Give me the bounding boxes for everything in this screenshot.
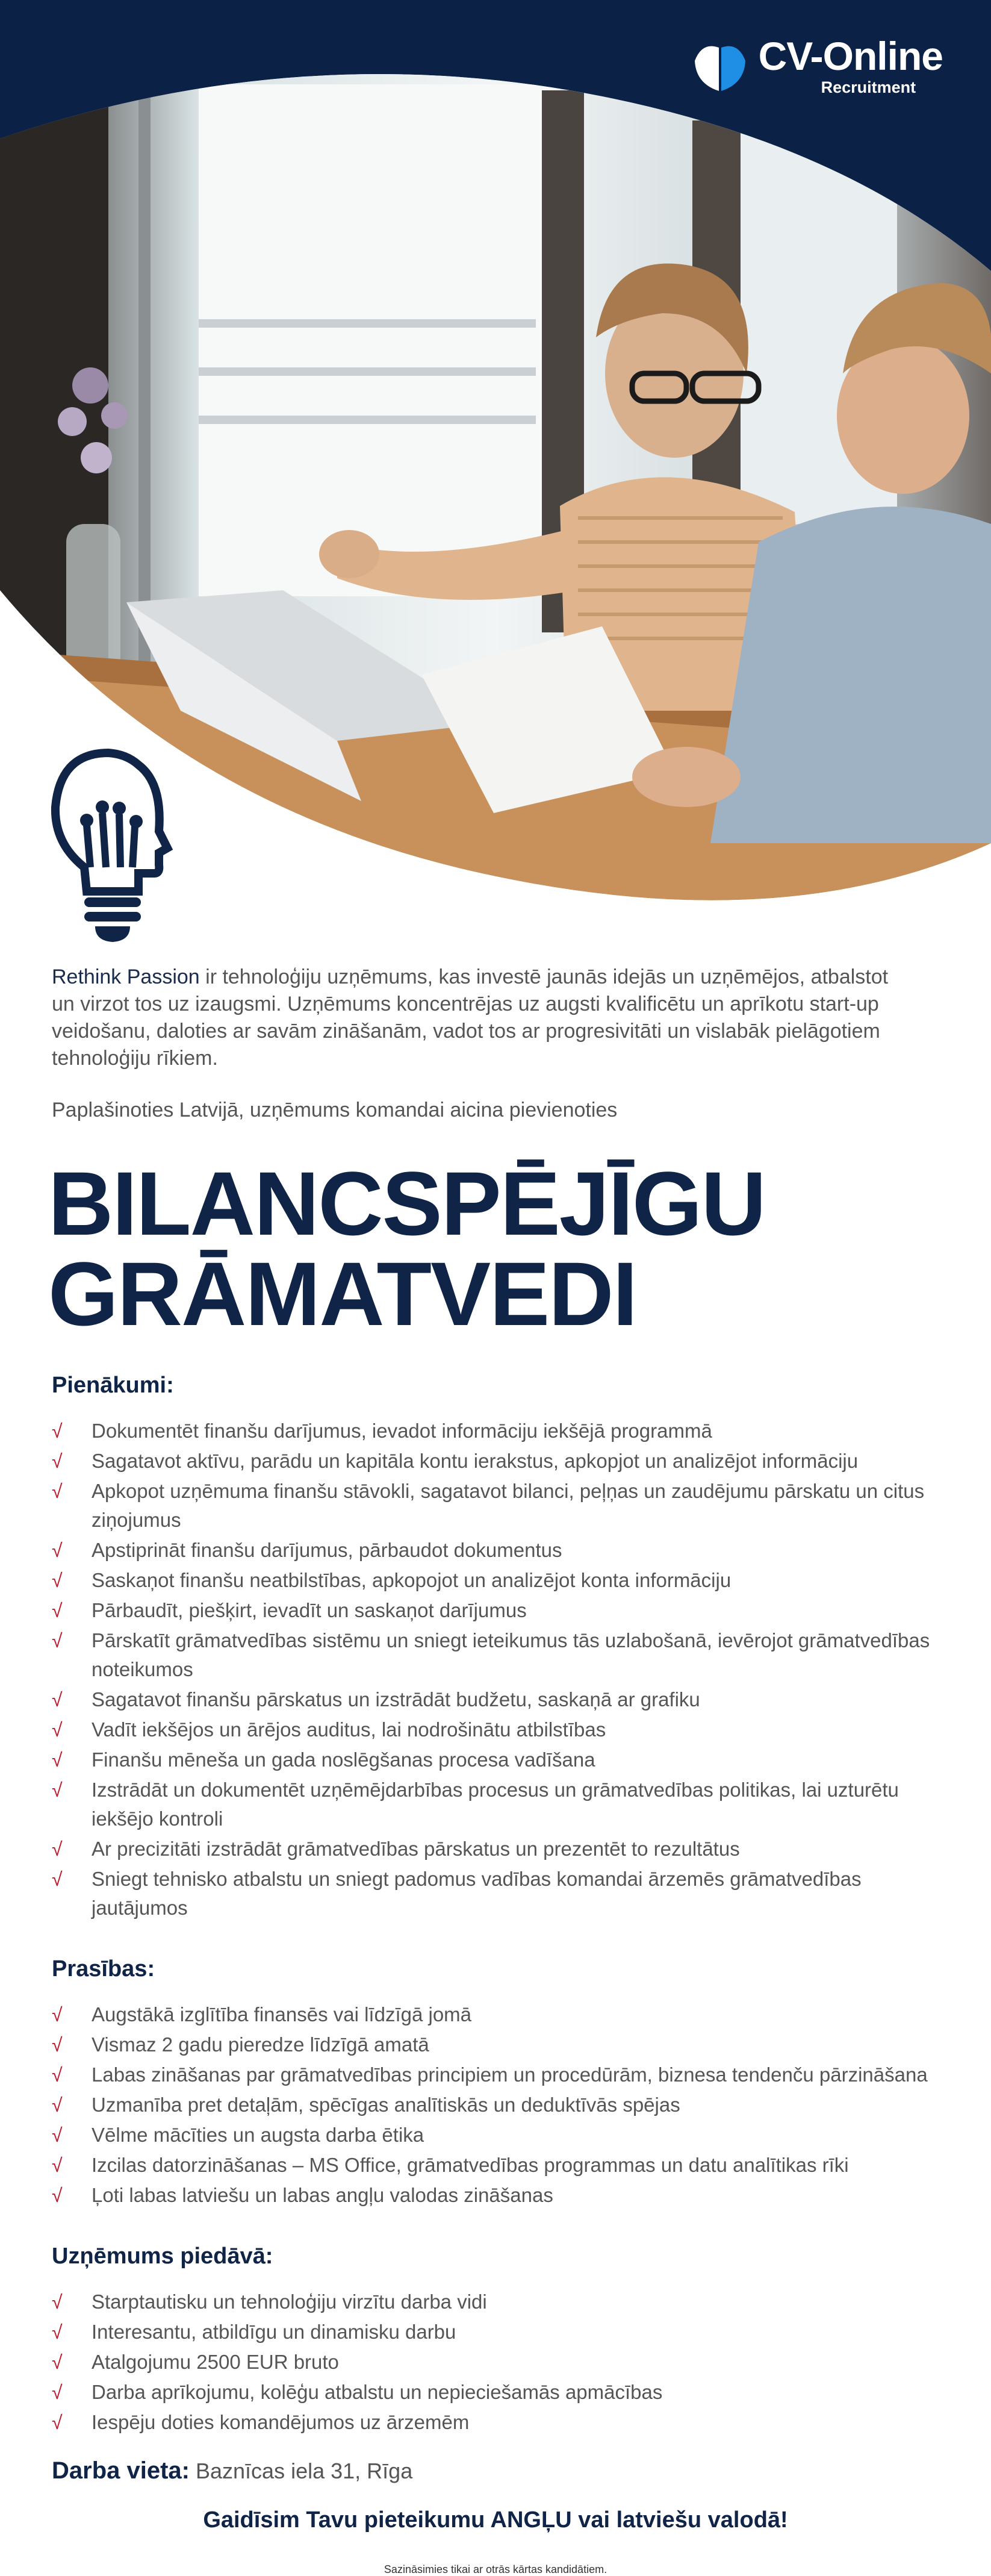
check-icon: √ [52, 1420, 63, 1442]
list-item-text: Labas zināšanas par grāmatvedības principiem un procedūrām, biznesa tendenču pārzināšana [92, 2063, 928, 2086]
offer-title: Uzņēmums piedāvā: [52, 2244, 273, 2269]
list-item-text: Augstākā izglītība finansēs vai līdzīgā jomā [92, 2003, 472, 2026]
list-item-text: Finanšu mēneša un gada noslēgšanas procesa vadīšana [92, 1748, 595, 1771]
list-item [52, 1447, 955, 1476]
check-icon: √ [52, 1749, 63, 1771]
logo-subtitle: Recruitment [821, 78, 916, 96]
check-icon: √ [52, 1480, 63, 1502]
check-icon: √ [52, 1600, 63, 1621]
list-item-text: Ar precizitāti izstrādāt grāmatvedības pārskatus un prezentēt to rezultātus [92, 1838, 740, 1860]
check-icon: √ [52, 2094, 63, 2116]
list-item-text: Pārskatīt grāmatvedības sistēmu un sniegt ieteikumus tās uzlabošanā, ievērojot grāmatvedības noteikumos [92, 1629, 930, 1680]
list-item [52, 2348, 955, 2377]
list-item [52, 1865, 955, 1923]
list-item-text: Dokumentēt finanšu darījumus, ievadot informāciju iekšējā programmā [92, 1420, 712, 1442]
list-item-text: Izcilas datorzināšanas – MS Office, grāmatvedības programmas un datu analītikas rīki [92, 2154, 849, 2176]
list-item-text: Darba aprīkojumu, kolēģu atbalstu un nepieciešamās apmācības [92, 2381, 663, 2403]
list-item [52, 2378, 955, 2407]
lightbulb-head-icon [48, 747, 175, 946]
list-item-text: Vadīt iekšējos un ārējos auditus, lai nodrošinātu atbilstības [92, 1718, 606, 1741]
list-item [52, 2091, 955, 2119]
list-item-text: Sniegt tehnisko atbalstu un sniegt padomus vadības komandai ārzemēs grāmatvedības jautājumos [92, 1868, 862, 1919]
list-item-text: Vēlme mācīties un augsta darba ētika [92, 2124, 424, 2146]
check-icon: √ [52, 1719, 63, 1741]
check-icon: √ [52, 2064, 63, 2086]
check-icon: √ [52, 2412, 63, 2433]
cv-online-drop-icon [690, 37, 750, 97]
list-item [52, 1745, 955, 1774]
work-location-label: Darba vieta: [52, 2457, 190, 2484]
check-icon: √ [52, 2124, 63, 2146]
check-icon: √ [52, 1630, 63, 1651]
list-item [52, 1776, 955, 1833]
list-item-text: Ļoti labas latviešu un labas angļu valodas zināšanas [92, 2184, 553, 2206]
list-item-text: Sagatavot finanšu pārskatus un izstrādāt budžetu, saskaņā ar grafiku [92, 1688, 700, 1711]
list-item-text: Uzmanība pret detaļām, spēcīgas analītiskās un deduktīvās spējas [92, 2094, 680, 2116]
list-item-text: Interesantu, atbildīgu un dinamisku darbu [92, 2321, 456, 2343]
list-item [52, 2000, 955, 2029]
list-item [52, 2288, 955, 2316]
duties-title: Pienākumi: [52, 1373, 174, 1398]
job-title [48, 1153, 991, 1344]
check-icon: √ [52, 1450, 63, 1472]
list-item-text: Saskaņot finanšu neatbilstības, apkopojot un analizējot konta informāciju [92, 1569, 732, 1591]
job-ad-content [0, 964, 991, 2576]
company-name: Rethink Passion [52, 965, 200, 988]
list-item-text: Starptautisku un tehnoloģiju virzītu darba vidi [92, 2291, 487, 2313]
logo-name: CV-Online [758, 34, 943, 78]
application-call: Gaidīsim Tavu pieteikumu ANGĻU vai latviešu valodā! [203, 2507, 788, 2533]
check-icon: √ [52, 1838, 63, 1860]
check-icon: √ [52, 1779, 63, 1801]
list-item-text: Izstrādāt un dokumentēt uzņēmējdarbības procesus un grāmatvedības politikas, lai uzturētu iekšējo kontroli [92, 1779, 899, 1830]
check-icon: √ [52, 2321, 63, 2343]
requirements-title: Prasības: [52, 1956, 155, 1982]
check-icon: √ [52, 2185, 63, 2206]
list-item-text: Pārbaudīt, piešķirt, ievadīt un saskaņot darījumus [92, 1599, 527, 1621]
check-icon: √ [52, 2381, 63, 2403]
list-item [52, 1685, 955, 1714]
expansion-text: Paplašinoties Latvijā, uzņēmums komandai aicina pievienoties [52, 1099, 618, 1121]
list-item-text: Apstiprināt finanšu darījumus, pārbaudot dokumentus [92, 1539, 562, 1561]
list-item [52, 2181, 955, 2210]
list-item-text: Apkopot uzņēmuma finanšu stāvokli, sagatavot bilanci, peļņas un zaudējumu pārskatu un citus ziņojumus [92, 1480, 925, 1531]
list-item-text: Atalgojumu 2500 EUR bruto [92, 2351, 339, 2373]
check-icon: √ [52, 1689, 63, 1711]
list-item-text: Sagatavot aktīvu, parādu un kapitāla kontu ierakstus, apkopjot un analizējot informāciju [92, 1450, 859, 1472]
list-item [52, 1477, 955, 1535]
requirements-list [52, 2000, 955, 2210]
list-item [52, 1417, 955, 1445]
check-icon: √ [52, 2034, 63, 2056]
list-item-text: Vismaz 2 gadu pieredze līdzīgā amatā [92, 2033, 429, 2056]
check-icon: √ [52, 1539, 63, 1561]
list-item [52, 1536, 955, 1565]
list-item [52, 2121, 955, 2150]
work-location [52, 2457, 991, 2484]
job-title-line-2: GRĀMATVEDI [48, 1243, 637, 1344]
list-item [52, 1715, 955, 1744]
offer-list [52, 2288, 955, 2437]
check-icon: √ [52, 2351, 63, 2373]
list-item-text: Iespēju doties komandējumos uz ārzemēm [92, 2411, 470, 2433]
footnote: Sazināsimies tikai ar otrās kārtas kandidātiem. [384, 2563, 607, 2575]
check-icon: √ [52, 1570, 63, 1591]
list-item [52, 2030, 955, 2059]
check-icon: √ [52, 2004, 63, 2026]
list-item [52, 2060, 955, 2089]
work-location-value: Baznīcas iela 31, Rīga [196, 2459, 413, 2483]
list-item [52, 2151, 955, 2180]
list-item [52, 1626, 955, 1684]
company-intro [52, 964, 895, 1072]
duties-list [52, 1417, 955, 1923]
check-icon: √ [52, 2154, 63, 2176]
cv-online-logo [690, 36, 943, 97]
list-item [52, 2318, 955, 2347]
list-item [52, 2408, 955, 2437]
check-icon: √ [52, 2291, 63, 2313]
list-item [52, 1566, 955, 1595]
check-icon: √ [52, 1868, 63, 1890]
list-item [52, 1596, 955, 1625]
job-title-line-1: BILANCSPĒJĪGU [48, 1153, 765, 1254]
company-description: ir tehnoloģiju uzņēmums, kas investē jaunās idejās un uzņēmējos, atbalstot un virzot tos uz izaugsmi. Uzņēmums koncentrējas uz augsti kvalificētu un aprīkotu start-up veidošanu, daloties ar savām zināšanām, vadot tos ar progresivitāti un vislabāk pielāgotiem tehnoloģiju rīkiem. [52, 965, 889, 1070]
list-item [52, 1835, 955, 1863]
